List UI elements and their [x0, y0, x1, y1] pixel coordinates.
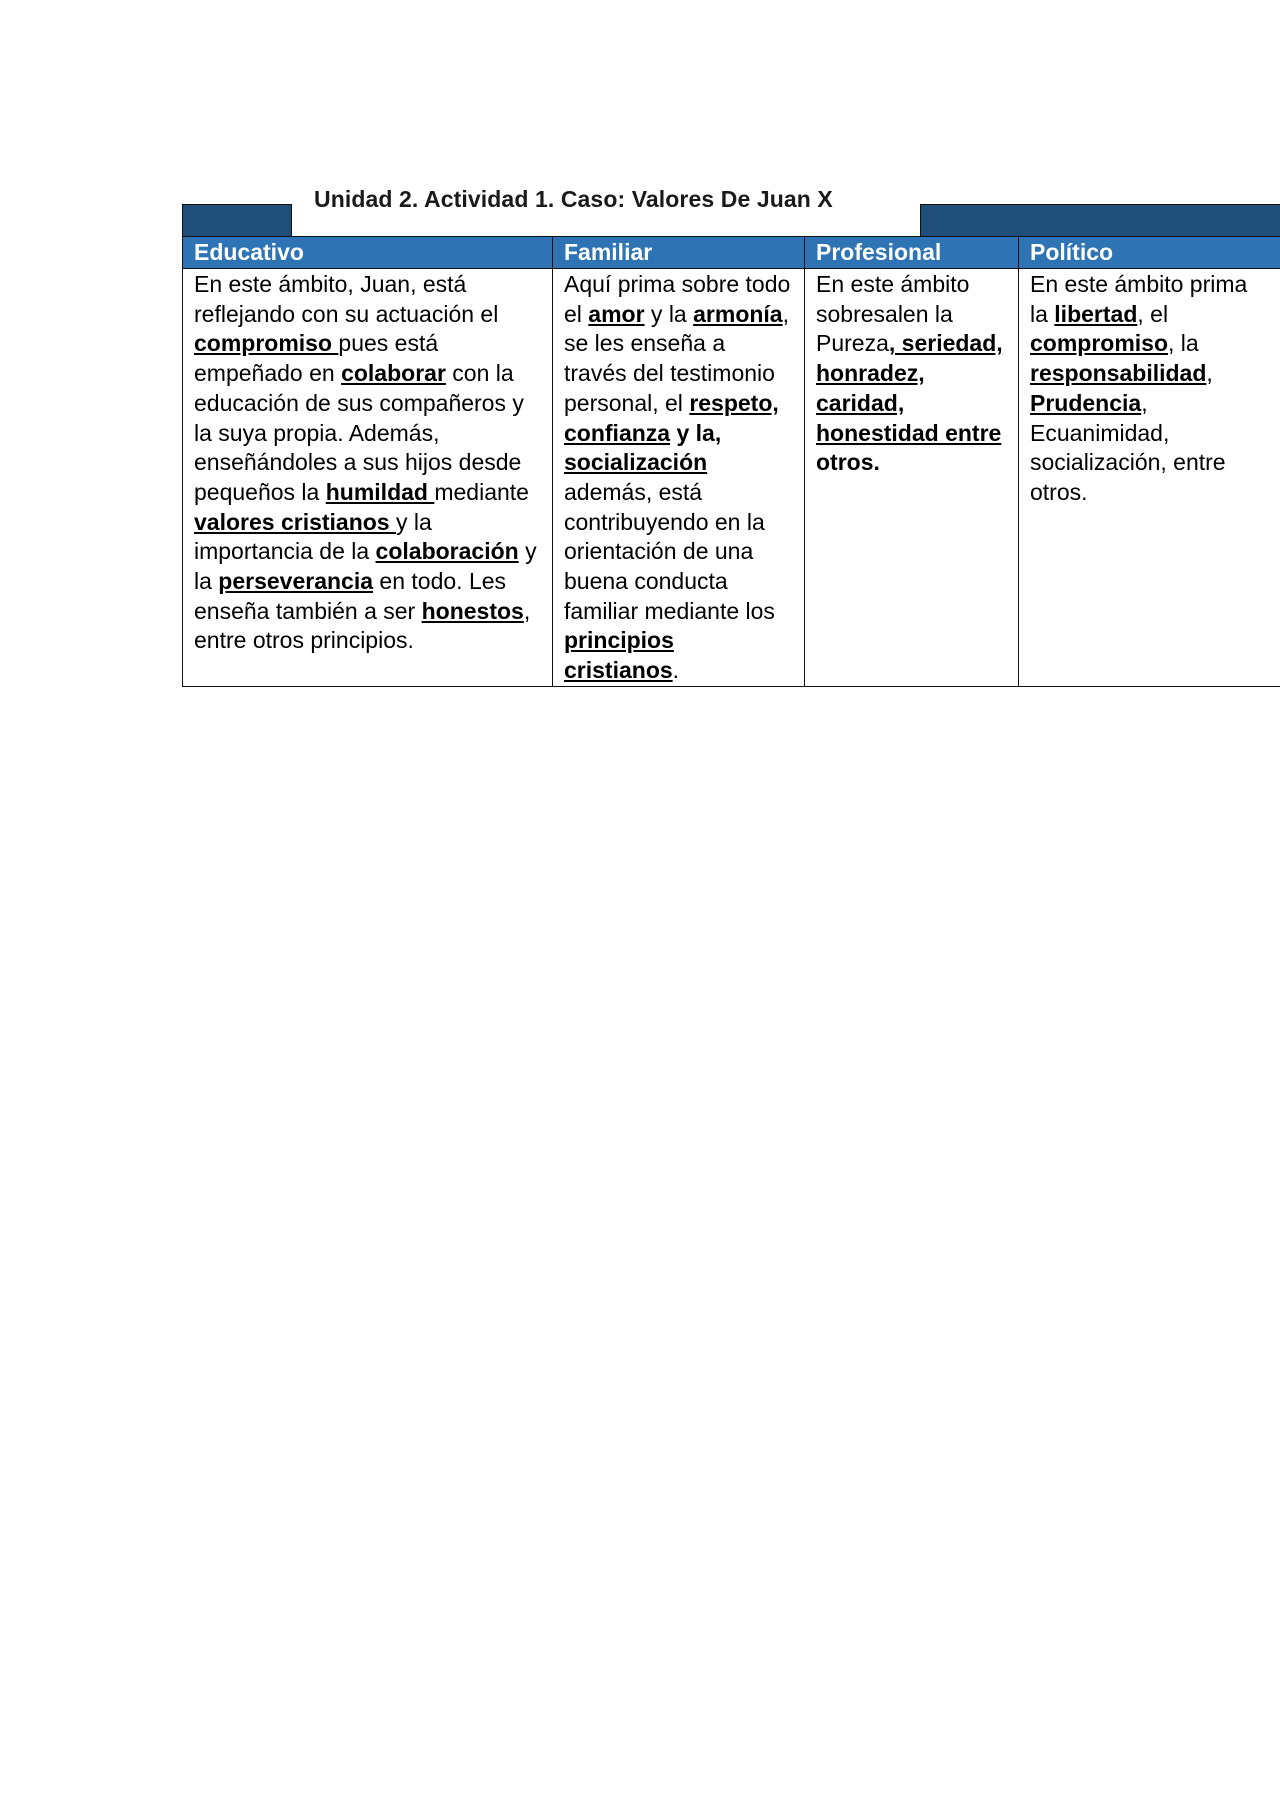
value-keyword: principios cristianos	[564, 627, 674, 684]
text: .	[672, 657, 680, 684]
text: y la	[644, 300, 694, 327]
value-keyword: responsabilidad	[1030, 360, 1207, 387]
value-keyword: compromiso	[1030, 330, 1169, 357]
column-header-profesional: Profesional	[805, 237, 1019, 269]
value-keyword: ,	[888, 330, 902, 357]
value-keyword: honradez,	[816, 360, 925, 387]
value-keyword: valores cristianos	[194, 508, 396, 535]
column-header-educativo: Educativo	[183, 237, 553, 269]
text: , se les enseña a través del testimonio personal, el	[564, 300, 789, 416]
text: , Ecuanimidad, socialización, entre otros.	[1030, 389, 1226, 505]
text: mediante	[434, 478, 529, 505]
text: En este ámbito prima la	[1030, 271, 1248, 327]
value-keyword: amor	[588, 300, 645, 327]
title-band-right-bar	[920, 204, 1280, 236]
text: la educación de sus compañeros y la suya propia. Además, enseñándoles a sus hijos desde pequeños la	[194, 360, 524, 505]
text: En este ámbito, Juan, está reflejando con su actuación el	[194, 271, 499, 327]
value-keyword: perseverancia	[218, 568, 374, 595]
value-keyword: socialización	[564, 449, 708, 476]
text: ,	[1206, 360, 1213, 387]
value-keyword: libertad	[1054, 300, 1138, 327]
value-keyword: humildad	[325, 478, 435, 505]
cell-familiar	[553, 269, 805, 687]
table-header-row	[183, 237, 1280, 269]
value-keyword: colaborar	[341, 360, 446, 387]
text: pues está	[338, 330, 439, 357]
value-keyword: armonía	[693, 300, 783, 327]
cell-politico	[1019, 269, 1280, 687]
text: y la	[194, 538, 537, 595]
value-keyword: colaboración	[375, 538, 519, 565]
text: con	[445, 360, 496, 387]
value-keyword: respeto, confianza	[564, 389, 779, 446]
text: empeñado en	[194, 360, 342, 387]
value-keyword: Prudencia	[1030, 389, 1142, 416]
values-table	[182, 236, 1280, 687]
text: En este ámbito sobresalen la Pureza	[816, 271, 970, 357]
value-keyword: honestos	[421, 597, 524, 624]
column-header-politico: Político	[1019, 237, 1280, 269]
cell-profesional	[805, 269, 1019, 687]
cell-educativo	[183, 269, 553, 687]
text: , la	[1168, 330, 1199, 357]
bold-text: y la,	[670, 419, 722, 446]
column-header-familiar: Familiar	[553, 237, 805, 269]
text: Aquí prima sobre todo el	[564, 271, 791, 327]
text: en todo. Les enseña también a ser	[194, 568, 507, 624]
document-page	[182, 186, 1280, 687]
value-keyword: caridad,	[816, 389, 905, 416]
bold-text: otros.	[816, 449, 880, 476]
text: además, está contribuyendo en la orientación de una buena conducta familiar mediante los	[564, 478, 775, 624]
value-keyword: honestidad	[816, 419, 946, 446]
text: y la importancia de la	[194, 508, 432, 565]
page-title: Unidad 2. Actividad 1. Caso: Valores De Juan X	[314, 186, 833, 212]
title-band-left-bar	[182, 204, 292, 236]
text: , entre otros principios.	[194, 597, 531, 654]
value-keyword: compromiso	[194, 330, 339, 357]
value-keyword: entre	[945, 419, 1002, 446]
title-band	[182, 186, 1280, 236]
text: , el	[1137, 300, 1169, 327]
table-row	[183, 269, 1280, 687]
value-keyword: seriedad,	[901, 330, 1003, 357]
